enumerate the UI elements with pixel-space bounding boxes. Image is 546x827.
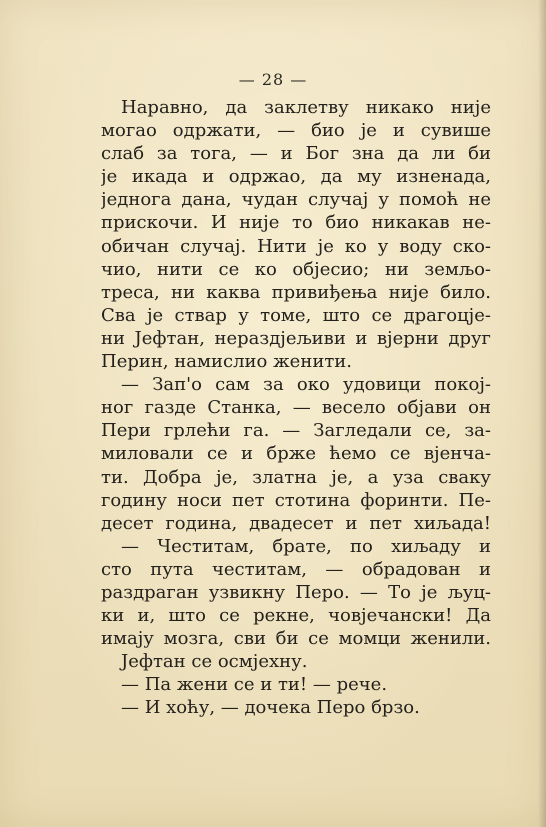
page-number: — 28 —: [238, 70, 308, 89]
text-line: Пери грлећи га. — Загледали се, за-: [101, 420, 491, 442]
text-line: треса, ни каква привиђења није било.: [101, 281, 491, 303]
text-line: Наравно, да заклетву никако није: [121, 97, 491, 118]
text-line: чио, нити се ко објесио; ни земљо-: [101, 258, 491, 280]
text-line: миловали се и брже ћемо се вјенча-: [101, 443, 491, 465]
body-text: [101, 96, 491, 720]
text-line: — И хоћу, — дочека Перо брзо.: [121, 697, 420, 719]
text-line: сто пута честитам, — обрадован и: [101, 558, 491, 580]
text-line: је икада и одржао, да му изненада,: [101, 166, 491, 188]
text-line: ни Јефтан, нераздјељиви и вјерни друг: [101, 327, 491, 349]
text-line: — Честитам, брате, по хиљаду и: [121, 535, 491, 557]
text-line: ног газде Станка, — весело објави он: [101, 397, 491, 419]
text-line: једнога дана, чудан случај у помоћ не: [101, 189, 491, 211]
text-line: слаб за тога, — и Бог зна да ли би: [101, 143, 491, 165]
text-line: Сва је ствар у томе, што се драгоцје-: [101, 304, 491, 326]
text-line: Перин, намислио женити.: [101, 351, 352, 373]
text-line: ки и, што се рекне, човјечански! Да: [101, 605, 491, 627]
text-line: раздраган узвикну Перо. — То је љуц-: [101, 581, 491, 603]
text-line: обичан случај. Нити је ко у воду ско-: [101, 235, 491, 257]
text-line: десет година, двадесет и пет хиљада!: [101, 512, 491, 534]
text-line: ти. Добра је, златна је, а уза сваку: [101, 466, 491, 488]
text-line: — Па жени се и ти! — рече.: [121, 674, 388, 696]
text-line: могао одржати, — био је и сувише: [101, 120, 491, 142]
text-line: имају мозга, сви би се момци женили.: [101, 628, 491, 650]
text-line: Јефтан се осмјехну.: [121, 651, 308, 673]
page-edge-shadow: [538, 0, 546, 827]
text-line: годину носи пет стотина форинти. Пе-: [101, 489, 491, 511]
text-line: — Зап'о сам за око удовици покој-: [121, 374, 491, 396]
text-line: прискочи. И није то био никакав не-: [101, 212, 491, 234]
